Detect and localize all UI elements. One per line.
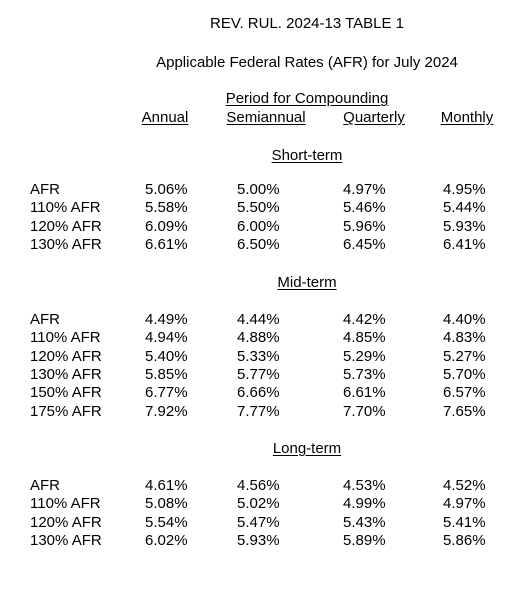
rate-cell: 5.93% xyxy=(237,531,280,549)
row-label-long-term: 130% AFR xyxy=(30,531,102,549)
rate-cell: 5.54% xyxy=(145,513,188,531)
page-subtitle: Applicable Federal Rates (AFR) for July 2024 xyxy=(156,54,458,71)
rate-cell: 5.85% xyxy=(145,365,188,383)
rate-cell: 5.47% xyxy=(237,513,280,531)
rate-cell: 5.06% xyxy=(145,181,188,198)
rate-cell: 4.97% xyxy=(343,181,386,198)
rate-cell: 4.44% xyxy=(237,311,280,328)
rate-cell: 6.61% xyxy=(145,235,188,253)
row-label-long-term: AFR xyxy=(30,477,60,494)
rate-cell: 5.50% xyxy=(237,199,280,217)
rate-cell: 5.89% xyxy=(343,531,386,549)
section-heading-mid-term: Mid-term xyxy=(277,274,337,291)
rate-cell: 5.43% xyxy=(343,513,386,531)
rate-cell: 5.33% xyxy=(237,347,280,365)
rate-cell: 4.83% xyxy=(443,329,486,347)
rate-cell: 6.57% xyxy=(443,384,486,402)
row-label-mid-term: 120% AFR xyxy=(30,347,102,365)
rate-cell: 4.53% xyxy=(343,477,386,494)
row-label-short-term: AFR xyxy=(30,181,60,198)
row-label-short-term: 110% AFR xyxy=(30,199,101,217)
rate-cell: 5.93% xyxy=(443,217,486,235)
rate-cell: 5.73% xyxy=(343,365,386,383)
rate-cell: 5.29% xyxy=(343,347,386,365)
rate-cell: 5.44% xyxy=(443,199,486,217)
row-label-long-term: 110% AFR xyxy=(30,495,101,513)
row-label-long-term: 120% AFR xyxy=(30,513,102,531)
rate-cell: 6.50% xyxy=(237,235,280,253)
rate-cell: 4.42% xyxy=(343,311,386,328)
rate-cell: 6.77% xyxy=(145,384,188,402)
period-header: Period for Compounding xyxy=(225,90,389,107)
rate-cell: 7.65% xyxy=(443,402,486,420)
section-heading-long-term: Long-term xyxy=(272,440,342,457)
row-label-short-term: 120% AFR xyxy=(30,217,102,235)
rate-cell: 4.40% xyxy=(443,311,486,328)
column-header-semiannual: Semiannual xyxy=(226,109,306,126)
rate-cell: 4.94% xyxy=(145,329,188,347)
rate-cell: 4.61% xyxy=(145,477,188,494)
row-label-mid-term: 130% AFR xyxy=(30,365,102,383)
rate-cell: 5.40% xyxy=(145,347,188,365)
rate-cell: 5.27% xyxy=(443,347,486,365)
rate-cell: 5.02% xyxy=(237,495,280,513)
rate-cell: 7.70% xyxy=(343,402,386,420)
rate-cell: 5.58% xyxy=(145,199,188,217)
rate-cell: 6.45% xyxy=(343,235,386,253)
row-label-mid-term: 150% AFR xyxy=(30,384,102,402)
row-label-mid-term: 110% AFR xyxy=(30,329,101,347)
section-heading-short-term: Short-term xyxy=(271,147,343,164)
rate-cell: 4.99% xyxy=(343,495,386,513)
rate-cell: 4.85% xyxy=(343,329,386,347)
rate-cell: 4.97% xyxy=(443,495,486,513)
row-label-mid-term: AFR xyxy=(30,311,60,328)
rate-cell: 7.92% xyxy=(145,402,188,420)
rate-cell: 5.46% xyxy=(343,199,386,217)
column-header-quarterly: Quarterly xyxy=(343,109,405,126)
rate-cell: 5.96% xyxy=(343,217,386,235)
column-header-monthly: Monthly xyxy=(440,109,494,126)
rate-cell: 6.41% xyxy=(443,235,486,253)
rate-cell: 5.08% xyxy=(145,495,188,513)
row-label-mid-term: 175% AFR xyxy=(30,402,102,420)
rate-cell: 4.95% xyxy=(443,181,486,198)
rate-cell: 6.00% xyxy=(237,217,280,235)
page-title: REV. RUL. 2024-13 TABLE 1 xyxy=(209,15,405,32)
rate-cell: 6.61% xyxy=(343,384,386,402)
rate-cell: 6.09% xyxy=(145,217,188,235)
rate-cell: 6.66% xyxy=(237,384,280,402)
rate-cell: 4.56% xyxy=(237,477,280,494)
rate-cell: 5.00% xyxy=(237,181,280,198)
rate-cell: 4.88% xyxy=(237,329,280,347)
rate-cell: 4.52% xyxy=(443,477,486,494)
rate-cell: 5.86% xyxy=(443,531,486,549)
rate-cell: 5.77% xyxy=(237,365,280,383)
rate-cell: 5.70% xyxy=(443,365,486,383)
rate-cell: 5.41% xyxy=(443,513,486,531)
column-header-annual: Annual xyxy=(141,109,189,126)
rate-cell: 7.77% xyxy=(237,402,280,420)
row-label-short-term: 130% AFR xyxy=(30,235,102,253)
rate-cell: 6.02% xyxy=(145,531,188,549)
rate-cell: 4.49% xyxy=(145,311,188,328)
